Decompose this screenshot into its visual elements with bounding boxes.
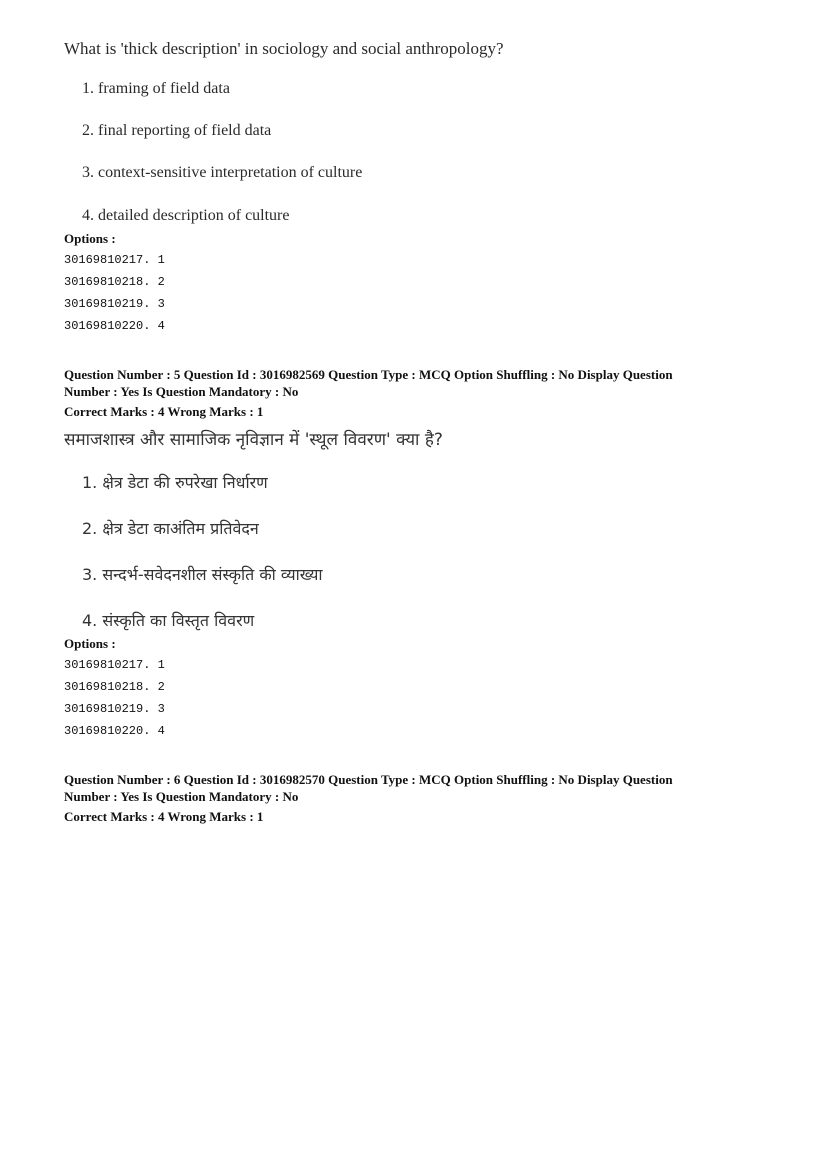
question-meta-line-2: Number : Yes Is Question Mandatory : No <box>64 384 299 399</box>
marks-line: Correct Marks : 4 Wrong Marks : 1 <box>64 404 264 419</box>
option-id-line-4: 30169810220. 4 <box>64 724 165 738</box>
answer-option-hindi-2: 2. क्षेत्र डेटा काअंतिम प्रतिवेदन <box>82 519 259 538</box>
option-id-line-4: 30169810220. 4 <box>64 319 165 333</box>
answer-option-english-3: 3. context-sensitive interpretation of culture <box>82 164 363 181</box>
option-id-line-3: 30169810219. 3 <box>64 297 165 311</box>
answer-option-english-1: 1. framing of field data <box>82 80 230 97</box>
question-meta-line-2: Number : Yes Is Question Mandatory : No <box>64 789 299 804</box>
option-id-line-3: 30169810219. 3 <box>64 702 165 716</box>
option-id-line-1: 30169810217. 1 <box>64 253 165 267</box>
answer-option-hindi-3: 3. सन्दर्भ-सवेदनशील संस्कृति की व्याख्या <box>82 565 323 584</box>
answer-option-english-4: 4. detailed description of culture <box>82 207 290 224</box>
question-meta-line-1: Question Number : 5 Question Id : 3016982569 Question Type : MCQ Option Shuffling : No Display Question <box>64 367 673 382</box>
options-heading: Options : <box>64 231 116 246</box>
answer-option-hindi-1: 1. क्षेत्र डेटा की रुपरेखा निर्धारण <box>82 473 268 492</box>
options-heading: Options : <box>64 636 116 651</box>
question-text-english: What is 'thick description' in sociology and social anthropology? <box>64 39 504 58</box>
answer-option-hindi-4: 4. संस्कृति का विस्तृत विवरण <box>82 611 255 630</box>
marks-line: Correct Marks : 4 Wrong Marks : 1 <box>64 809 264 824</box>
question-text-hindi: समाजशास्त्र और सामाजिक नृविज्ञान में 'स्थूल विवरण' क्या है? <box>64 430 443 450</box>
option-id-line-2: 30169810218. 2 <box>64 680 165 694</box>
option-id-line-1: 30169810217. 1 <box>64 658 165 672</box>
option-id-line-2: 30169810218. 2 <box>64 275 165 289</box>
question-meta-line-1: Question Number : 6 Question Id : 3016982570 Question Type : MCQ Option Shuffling : No Display Question <box>64 772 673 787</box>
answer-option-english-2: 2. final reporting of field data <box>82 122 272 139</box>
